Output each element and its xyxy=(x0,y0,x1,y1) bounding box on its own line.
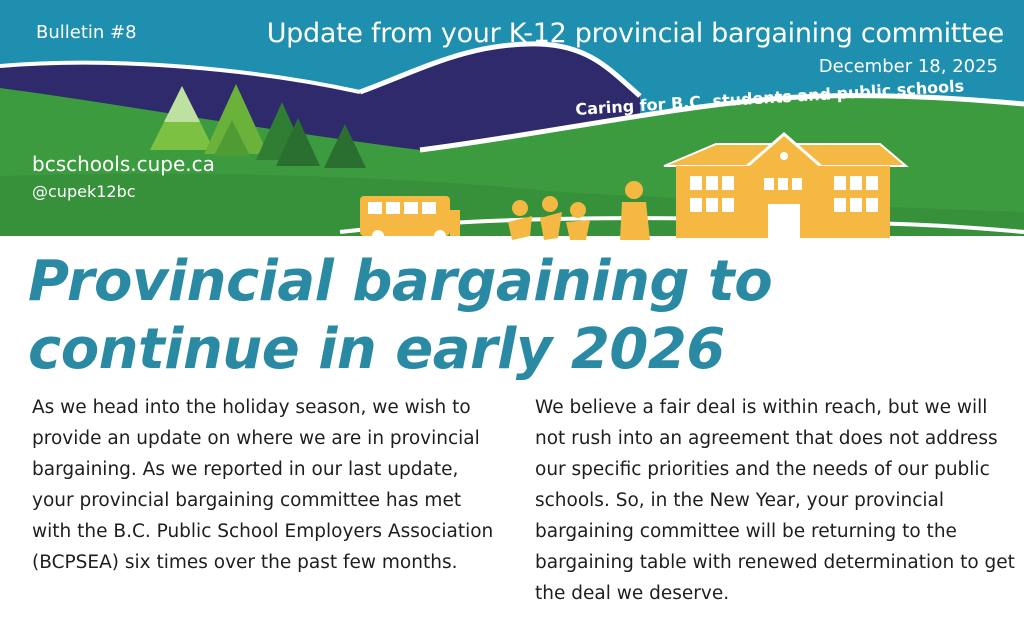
tagline: Caring for B.C. students and public schools xyxy=(574,76,965,119)
social-handle[interactable]: @cupek12bc xyxy=(32,182,136,201)
paragraph-left: As we head into the holiday season, we wish to provide an update on where we are in provincial bargaining. As we reported in our last update, your provincial bargaining committee has met with the B.C. Public School Employers Association (BCPSEA) six times over the past few months. xyxy=(32,397,494,573)
headline: Provincial bargaining to continue in early 2026 xyxy=(28,249,773,382)
school-bus-icon xyxy=(360,196,460,240)
paragraph-right: We believe a fair deal is within reach, but we will not rush into an agreement that does not address our specific priorities and the needs of our public schools. So, in the New Year, your provincial bargaining committee will be returning to the bargaining table with renewed determination to get the deal we deserve. xyxy=(535,397,1015,604)
bulletin-number: Bulletin #8 xyxy=(36,22,137,43)
header-banner xyxy=(0,0,1024,240)
banner-date: December 18, 2025 xyxy=(818,56,998,77)
website-link[interactable]: bcschools.cupe.ca xyxy=(32,152,215,176)
school-building-icon xyxy=(664,134,906,238)
banner-title: Update from your K-12 provincial bargaining committee xyxy=(266,18,1004,49)
